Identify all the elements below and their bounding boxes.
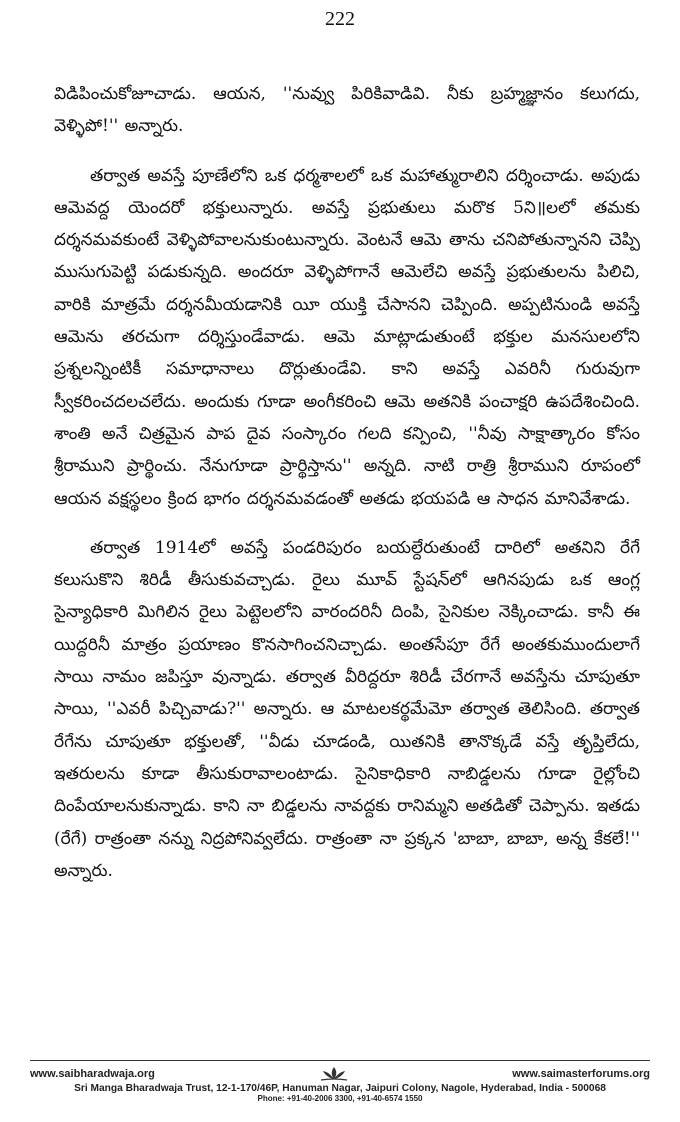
footer-divider [30, 1060, 650, 1061]
footer-links-row [30, 1066, 650, 1082]
paragraph-3: తర్వాత 1914లో అవస్తే పండరిపురం బయల్దేరుతుంటే దారిలో అతనిని రేగే కలుసుకొని శిరిడీ తీసుకువచ్చాడు. రైలు మూవ్ స్టేషన్‌లో ఆగినపుడు ఒక ఆంగ్ల సైన్యాధికారి మిగిలిన రైలు పెట్టెలలోని వారందరినీ దింపి, సైనికుల నెక్కించాడు. కానీ ఈ యిద్దరినీ మాత్రం ప్రయాణం కొనసాగించనిచ్చాడు. అంతసేపూ రేగే అంతకుముందులాగే సాయి నామం జపిస్తూ వున్నాడు. తర్వాత వీరిద్దరూ శిరిడీ చేరగానే అవస్తేను చూపుతూ సాయి, ''ఎవరీ పిచ్చివాడు?'' అన్నారు. ఆ మాటలకర్థమేమో తర్వాత తెలిసింది. తర్వాత రేగేను చూపుతూ భక్తులతో, ''వీడు చూడండి, యితనికి తానొక్కడే వస్తే తృప్తిలేదు, ఇతరులను కూడా తీసుకురావాలంటాడు. సైనికాధికారి నాబిడ్డలను గూడా రైల్లోంచి దింపేయాలనుకున్నాడు. కాని నా బిడ్డలను నావద్దకు రానిమ్మని అతడితో చెప్పాను. ఇతడు (రేగే) రాత్రంతా నన్ను నిద్రపోనివ్వలేదు. రాత్రంతా నా ప్రక్కన 'బాబా, బాబా, అన్న కేకలే!'' అన్నారు. [54, 537, 640, 881]
footer-link-saimasterforums[interactable]: www.saimasterforums.org [512, 1068, 650, 1080]
paragraph-1: విడిపించుకోజూచాడు. ఆయన, ''నువ్వు పిరికివాడివి. నీకు బ్రహ్మజ్ఞానం కలుగదు, వెళ్ళిపో!'' అన్నారు. [54, 84, 640, 137]
footer-address: Sri Manga Bharadwaja Trust, 12-1-170/46P, Hanuman Nagar, Jaipuri Colony, Nagole, Hyderabad, India - 500068 [74, 1083, 606, 1094]
paragraph-2: తర్వాత అవస్తే పూణేలోని ఒక ధర్మశాలలో ఒక మహాత్మురాలిని దర్శించాడు. అపుడు ఆమెవద్ద యెందరో భక్తులున్నారు. అవస్తే ప్రభుతులు మరొక 5ని॥లలో తమకు దర్శనమవకుంటే వెళ్ళిపోవాలనుకుంటున్నారు. వెంటనే ఆమె తాను చనిపోతున్నానని చెప్పి ముసుగుపెట్టి పడుకున్నది. అందరూ వెళ్ళిపోగానే ఆమెలేచి అవస్తే ప్రభుతులను పిలిచి, వారికి మాత్రమే దర్శనమీయడానికి యీ యుక్తి చేసానని చెప్పింది. అప్పటినుండి అవస్తే ఆమెను తరచుగా దర్శిస్తుండేవాడు. ఆమె మాట్లాడుతుంటే భక్తుల మనసులలోని ప్రశ్నలన్నింటికీ సమాధానాలు దొర్లుతుండేవి. కాని అవస్తే ఎవరినీ గురువుగా స్వీకరించదలచలేదు. అందుకు గూడా అంగీకరించి ఆమె అతనికి పంచాక్షరి ఉపదేశించింది. శాంతి అనే చిత్రమైన పాప దైవ సంస్కారం గలది కన్పించి, ''నీవు సాక్షాత్కారం కోసం శ్రీరాముని ప్రార్థించు. నేనుగూడా ప్రార్థిస్తాను'' అన్నది. నాటి రాత్రి శ్రీరాముని రూపంలో ఆయన వక్షస్థలం క్రింద భాగం దర్శనమవడంతో అతడు భయపడి ఆ సాధన మానివేశాడు. [54, 165, 640, 509]
footer-link-saibharadwaja[interactable]: www.saibharadwaja.org [30, 1068, 155, 1080]
lotus-emblem-icon [318, 1066, 350, 1082]
footer [30, 1066, 650, 1103]
footer-phone: Phone: +91-40-2006 3300, +91-40-6574 1550 [257, 1094, 423, 1103]
page-number: 222 [325, 8, 355, 30]
body-text [54, 78, 640, 887]
